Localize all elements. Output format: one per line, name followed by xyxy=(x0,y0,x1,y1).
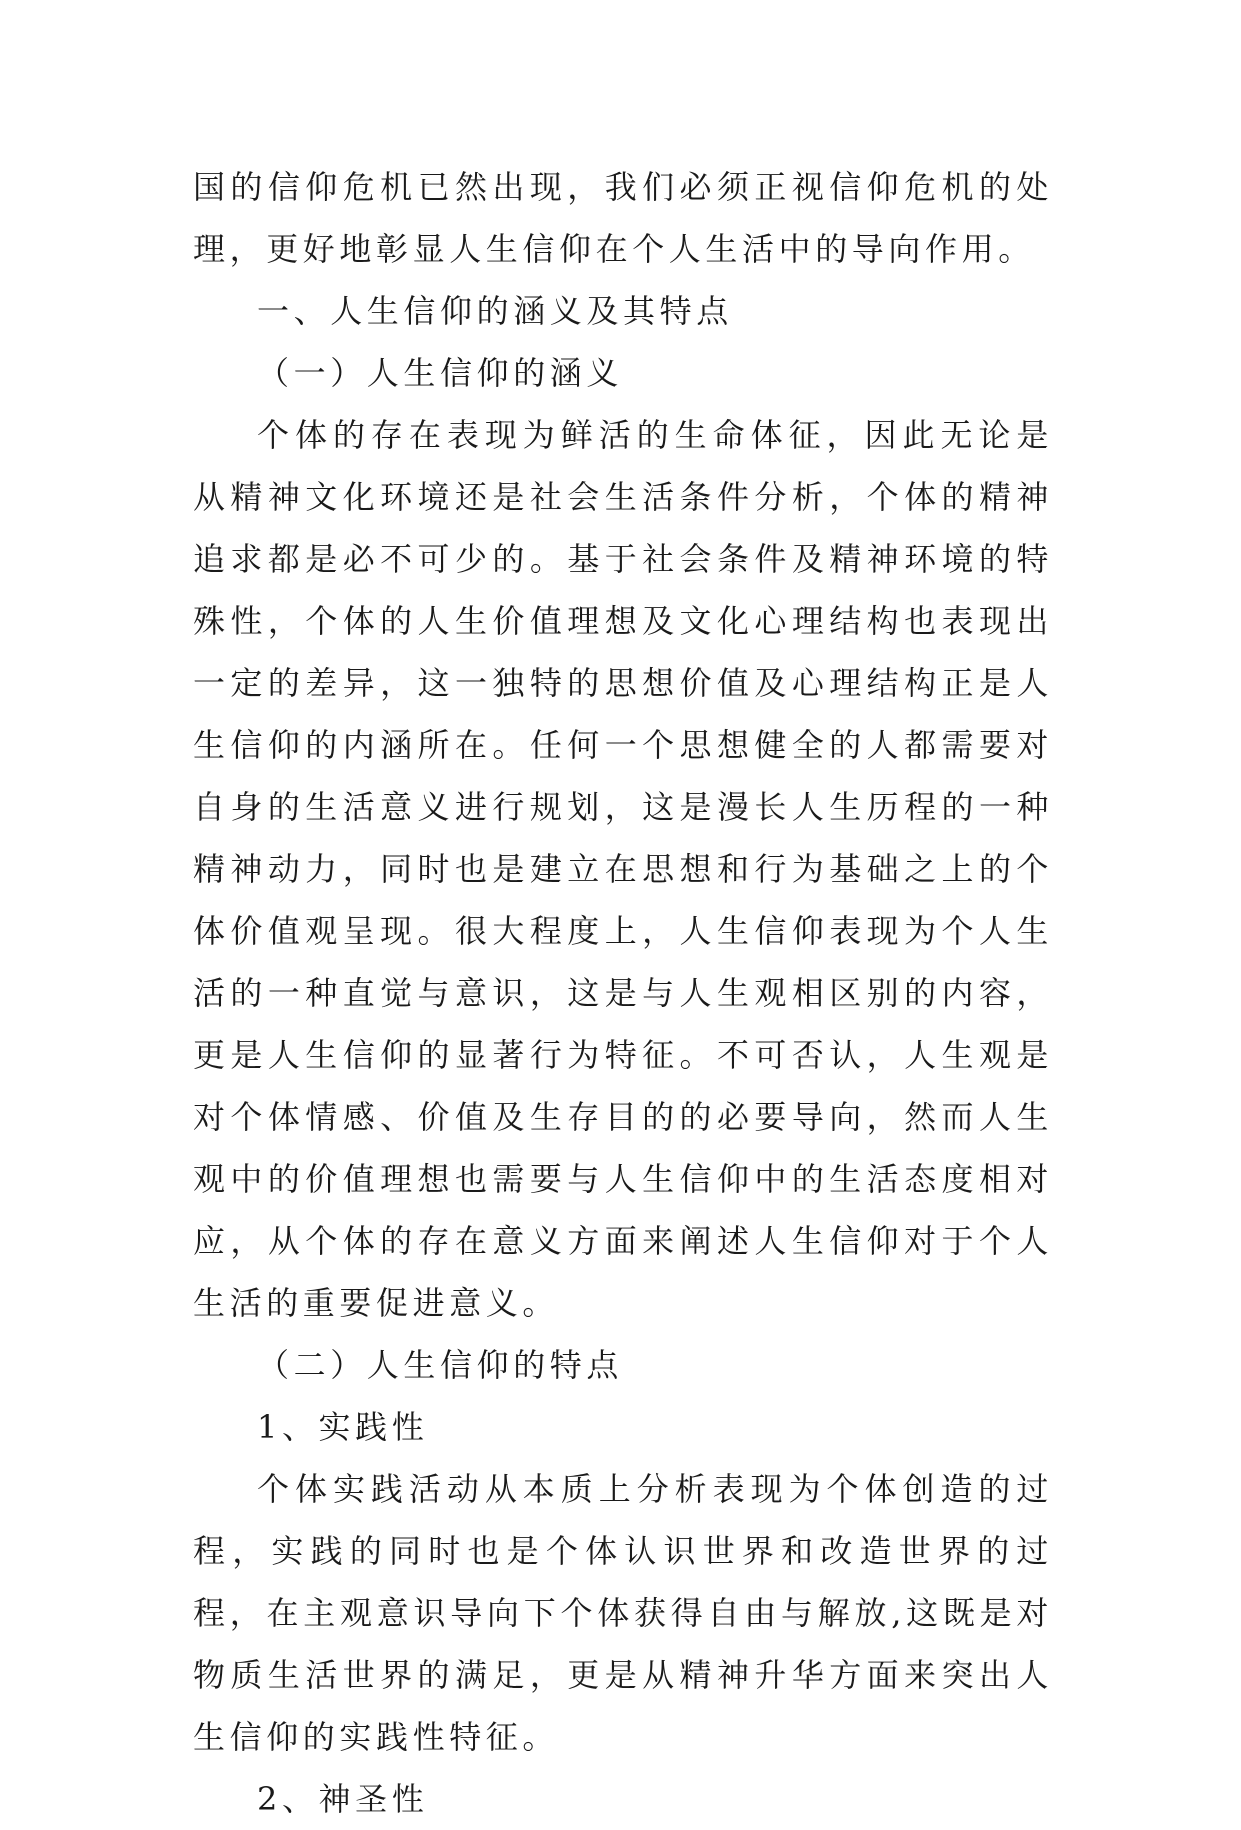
subsection-heading-features: （二）人生信仰的特点 xyxy=(257,1346,624,1384)
list-item-practicality: 1、实践性 xyxy=(257,1408,429,1446)
document-body xyxy=(193,156,1053,1830)
paragraph-practicality: 个体实践活动从本质上分析表现为个体创造的过程，实践的同时也是个体认识世界和改造世界的过程，在主观意识导向下个体获得自由与解放,这既是对物质生活世界的满足，更是从精神升华方面来突出人生信仰的实践性特征。 xyxy=(193,1470,1053,1756)
paragraph-continued: 国的信仰危机已然出现，我们必须正视信仰危机的处理，更好地彰显人生信仰在个人生活中的导向作用。 xyxy=(193,168,1053,268)
list-item-sacredness: 2、神圣性 xyxy=(257,1780,429,1818)
section-heading-1: 一、人生信仰的涵义及其特点 xyxy=(257,292,733,330)
paragraph-meaning: 个体的存在表现为鲜活的生命体征，因此无论是从精神文化环境还是社会生活条件分析，个体的精神追求都是必不可少的。基于社会条件及精神环境的特殊性，个体的人生价值理想及文化心理结构也表现出一定的差异，这一独特的思想价值及心理结构正是人生信仰的内涵所在。任何一个思想健全的人都需要对自身的生活意义进行规划，这是漫长人生历程的一种精神动力，同时也是建立在思想和行为基础之上的个体价值观呈现。很大程度上，人生信仰表现为个人生活的一种直觉与意识，这是与人生观相区别的内容，更是人生信仰的显著行为特征。不可否认，人生观是对个体情感、价值及生存目的的必要导向，然而人生观中的价值理想也需要与人生信仰中的生活态度相对应，从个体的存在意义方面来阐述人生信仰对于个人生活的重要促进意义。 xyxy=(193,416,1053,1322)
subsection-heading-meaning: （一）人生信仰的涵义 xyxy=(257,354,624,392)
